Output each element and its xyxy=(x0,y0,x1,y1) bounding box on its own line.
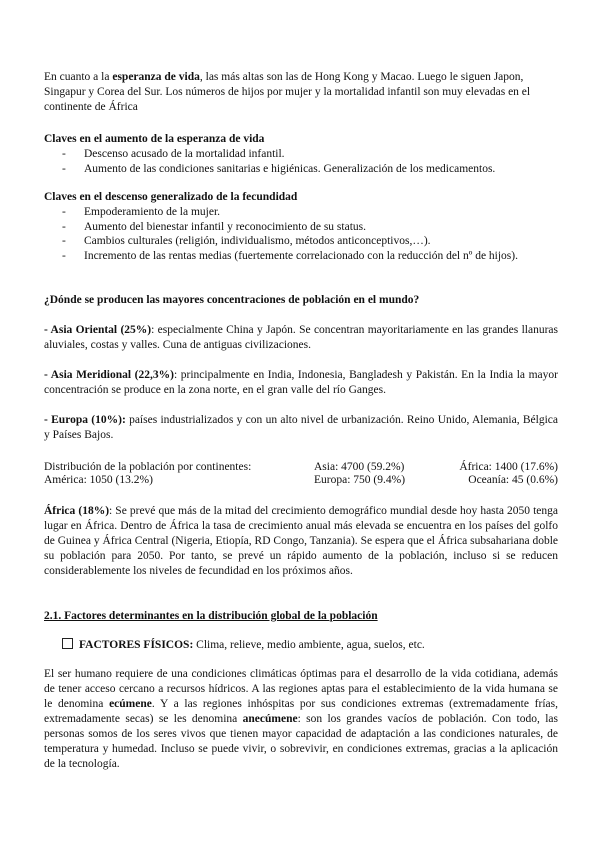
list-item: - Empoderamiento de la mujer. xyxy=(62,205,558,220)
ecumene-term: ecúmene xyxy=(109,698,152,710)
region-text: : especialmente China y Japón. Se concentran mayoritariamente en las grandes llanuras aluviales, costas y valles. Cuna de antiguas civilizaciones. xyxy=(44,324,558,351)
document-page xyxy=(44,70,558,772)
table-row xyxy=(44,461,558,474)
distribution-asia: Asia: 4700 (59.2%) xyxy=(314,461,405,473)
region-label: - Europa (10%): xyxy=(44,414,126,426)
question-heading: ¿Dónde se producen las mayores concentraciones de población en el mundo? xyxy=(44,294,420,306)
list-item: - Cambios culturales (religión, individualismo, métodos anticonceptivos,…). xyxy=(62,234,558,249)
paragraph-text: : son los grandes vacíos de población. Con todo, las personas somos de los seres vivos que tienen mayor capacidad de adaptación a las condiciones naturales, de temperatura y humedad. Incluso se puede vivir, o sobrevivir, en condiciones extremas, gracias a la aplicación de la tecnología. xyxy=(44,713,558,770)
distribution-label: Distribución de la población por continentes: xyxy=(44,461,252,473)
anecumene-term: anecúmene xyxy=(242,713,298,725)
claves-fecundidad-title: Claves en el descenso generalizado de la fecundidad xyxy=(44,191,298,203)
africa-text: : Se prevé que más de la mitad del crecimiento demográfico mundial desde hoy hasta 2050 tenga lugar en África. Dentro de África la tasa de crecimiento anual más elevada se encuentra en los países del golfo de Guinea y África Central (Nigeria, Etiopía, RD Congo, Tanzania). Se espera que el África subsahariana doble su población para 2050. Por tanto, se prevé un rápido aumento de la población, incluso si se reducen considerablemente los niveles de fecundidad en los próximos años. xyxy=(44,505,558,577)
region-text: países industrializados y con un alto nivel de urbanización. Reino Unido, Alemania, Bélgica y Países Bajos. xyxy=(44,414,558,441)
africa-label: África (18%) xyxy=(44,505,110,517)
africa-paragraph xyxy=(44,504,558,579)
region-text: : principalmente en India, Indonesia, Bangladesh y Pakistán. En la India la mayor concentración se produce en la zona norte, en el gran valle del río Ganges. xyxy=(44,369,558,396)
distribution-america: América: 1050 (13.2%) xyxy=(44,474,153,486)
intro-text: En cuanto a la xyxy=(44,71,113,83)
paragraph-text: . Y a las regiones inhóspitas por sus condiciones extremas (extremadamente frías, extremadamente secas) se les denomina xyxy=(44,698,558,725)
list-item: - Incremento de las rentas medias (fuertemente correlacionado con la reducción del nº de hijos). xyxy=(62,249,558,264)
region-label: - Asia Oriental (25%) xyxy=(44,324,152,336)
distribution-table xyxy=(44,461,558,487)
claves-esperanza-title: Claves en el aumento de la esperanza de vida xyxy=(44,133,265,145)
intro-paragraph xyxy=(44,70,558,115)
distribution-europa: Europa: 750 (9.4%) xyxy=(314,474,406,486)
list-item: - Aumento de las condiciones sanitarias e higiénicas. Generalización de los medicamentos. xyxy=(62,162,558,177)
ecumene-paragraph xyxy=(44,667,558,772)
paragraph-text: El ser humano requiere de una condiciones climáticas óptimas para el desarrollo de la vida cotidiana, además de tener acceso cercano a recursos hídricos. A las regiones aptas para el establecimiento de la vida humana se le denomina xyxy=(44,668,558,710)
claves-fecundidad-list xyxy=(44,205,558,263)
factores-label: FACTORES FÍSICOS: xyxy=(79,639,194,651)
distribution-oceania: Oceanía: 45 (0.6%) xyxy=(468,474,558,486)
region-asia-oriental xyxy=(44,323,558,353)
checkbox-icon xyxy=(62,638,73,649)
factores-text: Clima, relieve, medio ambiente, agua, suelos, etc. xyxy=(193,639,425,651)
claves-esperanza-list xyxy=(44,147,558,176)
section-heading: 2.1. Factores determinantes en la distribución global de la población xyxy=(44,610,378,622)
region-europa xyxy=(44,413,558,443)
table-row xyxy=(44,474,558,487)
list-item: - Descenso acusado de la mortalidad infantil. xyxy=(62,147,558,162)
region-asia-meridional xyxy=(44,368,558,398)
region-label: - Asia Meridional (22,3%) xyxy=(44,369,174,381)
distribution-africa: África: 1400 (17.6%) xyxy=(459,461,558,473)
intro-text-rest: , las más altas son las de Hong Kong y Macao. Luego le siguen Japon, Singapur y Corea del Sur. Los números de hijos por mujer y la mortalidad infantil son muy elevadas en el continente de África xyxy=(44,71,531,113)
intro-bold: esperanza de vida xyxy=(112,71,200,83)
list-item: - Aumento del bienestar infantil y reconocimiento de su status. xyxy=(62,220,558,235)
factores-fisicos-line xyxy=(44,638,558,653)
